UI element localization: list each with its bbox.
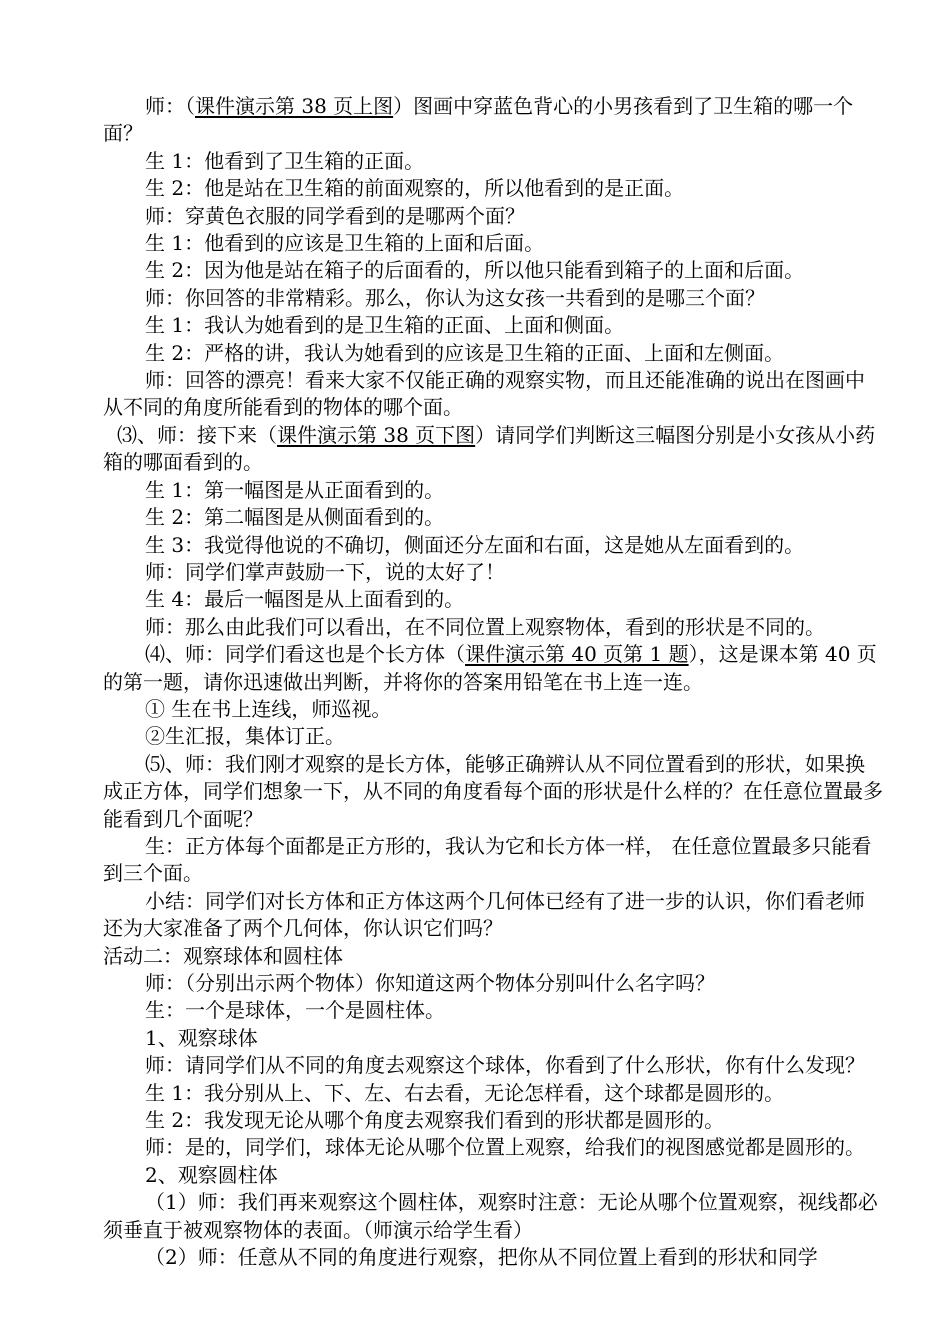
paragraph	[103, 230, 883, 257]
paragraph	[103, 1025, 883, 1052]
paragraph-text: 生 2：第二幅图是从侧面看到的。	[145, 505, 445, 530]
paragraph-text: 生 4：最后一幅图是从上面看到的。	[145, 587, 465, 612]
paragraph	[103, 614, 883, 641]
paragraph-text: ⑷、师：同学们看这也是个长方体（	[145, 642, 465, 667]
paragraph-text: 生 2：严格的讲，我认为她看到的应该是卫生箱的正面、上面和左侧面。	[145, 340, 785, 365]
paragraph	[103, 696, 883, 723]
paragraph-text: （2）师：任意从不同的角度进行观察，把你从不同位置上看到的形状和同学	[145, 1245, 818, 1270]
courseware-reference: 课件演示第 38 页下图	[277, 422, 476, 447]
paragraph-text: 生：正方体每个面都是正方形的，我认为它和长方体一样， 在任意位置最多只能看到三个面。	[103, 833, 872, 886]
paragraph-text: 师：同学们掌声鼓励一下，说的太好了！	[145, 559, 505, 584]
paragraph	[103, 285, 883, 312]
paragraph	[103, 477, 883, 504]
paragraph	[103, 93, 883, 148]
paragraph-text: ），这是课本第 40 页的第一题，请你迅速做出判断，并将你的答案用铅笔在书上连一连。	[103, 642, 877, 694]
paragraph	[103, 257, 883, 284]
paragraph	[103, 1107, 883, 1134]
paragraph-text: ⑶、师：接下来（	[117, 422, 277, 447]
paragraph	[103, 340, 883, 367]
paragraph	[103, 175, 883, 202]
paragraph-text: 师：（分别出示两个物体）你知道这两个物体分别叫什么名字吗？	[145, 971, 715, 995]
paragraph	[103, 888, 883, 943]
paragraph	[103, 148, 883, 175]
document-body	[103, 93, 883, 1271]
paragraph-text: 师：请同学们从不同的角度去观察这个球体，你看到了什么形状，你有什么发现？	[145, 1053, 865, 1078]
paragraph	[103, 1134, 883, 1161]
paragraph-text: 师：那么由此我们可以看出，在不同位置上观察物体，看到的形状是不同的。	[145, 614, 825, 639]
paragraph	[103, 203, 883, 230]
paragraph-text: ① 生在书上连线，师巡视。	[145, 696, 392, 721]
paragraph-text: 生 2：因为他是站在箱子的后面看的，所以他只能看到箱子的上面和后面。	[145, 258, 805, 283]
paragraph-text: 师：回答的漂亮！看来大家不仅能正确的观察实物，而且还能准确的说出在图画中从不同的角度所能看到的物体的哪个面。	[103, 368, 865, 420]
paragraph-text: 师：你回答的非常精彩。那么，你认为这女孩一共看到的是哪三个面？	[145, 285, 765, 310]
paragraph	[103, 641, 883, 696]
paragraph	[103, 943, 883, 970]
paragraph-text: 活动二：观察球体和圆柱体	[103, 943, 343, 968]
paragraph-text: ）请同学们判断这三幅图分别是小女孩从小药箱的哪面看到的。	[103, 422, 876, 475]
paragraph	[103, 422, 883, 477]
paragraph	[103, 367, 883, 422]
paragraph	[103, 1244, 883, 1271]
paragraph-text: ②生汇报，集体订正。	[145, 724, 345, 749]
paragraph	[103, 833, 883, 888]
paragraph	[103, 504, 883, 531]
paragraph-text: 生 2：我发现无论从哪个角度去观察我们看到的形状都是圆形的。	[145, 1108, 725, 1133]
courseware-reference: 课件演示第 40 页第 1 题	[465, 642, 689, 667]
paragraph-text: 2、观察圆柱体	[145, 1162, 278, 1187]
paragraph-text: 师：（	[145, 94, 195, 118]
paragraph	[103, 1162, 883, 1189]
courseware-reference: 课件演示第 38 页上图	[195, 94, 394, 118]
paragraph	[103, 312, 883, 339]
paragraph-text: 生 1：他看到了卫生箱的正面。	[145, 148, 425, 173]
paragraph-text: ⑸、师：我们刚才观察的是长方体，能够正确辨认从不同位置看到的形状，如果换成正方体，同学们想象一下，从不同的角度看每个面的形状是什么样的？在任意位置最多能看到几个面呢？	[103, 751, 883, 831]
paragraph	[103, 559, 883, 586]
paragraph-text: ）图画中穿蓝色背心的小男孩看到了卫生箱的哪一个面？	[103, 94, 854, 146]
paragraph-text: 生：一个是球体，一个是圆柱体。	[145, 998, 445, 1023]
paragraph	[103, 723, 883, 750]
paragraph-text: 生 1：我分别从上、下、左、右去看，无论怎样看，这个球都是圆形的。	[145, 1080, 785, 1105]
paragraph	[103, 997, 883, 1024]
paragraph-text: 师：是的，同学们，球体无论从哪个位置上观察，给我们的视图感觉都是圆形的。	[145, 1135, 865, 1160]
paragraph	[103, 1189, 883, 1244]
paragraph	[103, 586, 883, 613]
paragraph-text: 生 1：第一幅图是从正面看到的。	[145, 477, 445, 502]
paragraph	[103, 532, 883, 559]
paragraph-text: 师：穿黄色衣服的同学看到的是哪两个面？	[145, 203, 525, 228]
paragraph-text: （1）师：我们再来观察这个圆柱体，观察时注意：无论从哪个位置观察，视线都必须垂直于被观察物体的表面。（师演示给学生看）	[103, 1190, 878, 1242]
paragraph-text: 生 1：他看到的应该是卫生箱的上面和后面。	[145, 231, 545, 256]
paragraph-text: 生 1：我认为她看到的是卫生箱的正面、上面和侧面。	[145, 313, 625, 338]
paragraph-text: 1、观察球体	[145, 1025, 258, 1050]
paragraph-text: 生 3：我觉得他说的不确切，侧面还分左面和右面，这是她从左面看到的。	[145, 532, 805, 557]
paragraph	[103, 1080, 883, 1107]
paragraph-text: 小结：同学们对长方体和正方体这两个几何体已经有了进一步的认识，你们看老师还为大家准备了两个几何体，你认识它们吗？	[103, 888, 865, 941]
paragraph-text: 生 2：他是站在卫生箱的前面观察的，所以他看到的是正面。	[145, 176, 685, 201]
paragraph	[103, 1052, 883, 1079]
paragraph	[103, 751, 883, 833]
paragraph	[103, 970, 883, 997]
